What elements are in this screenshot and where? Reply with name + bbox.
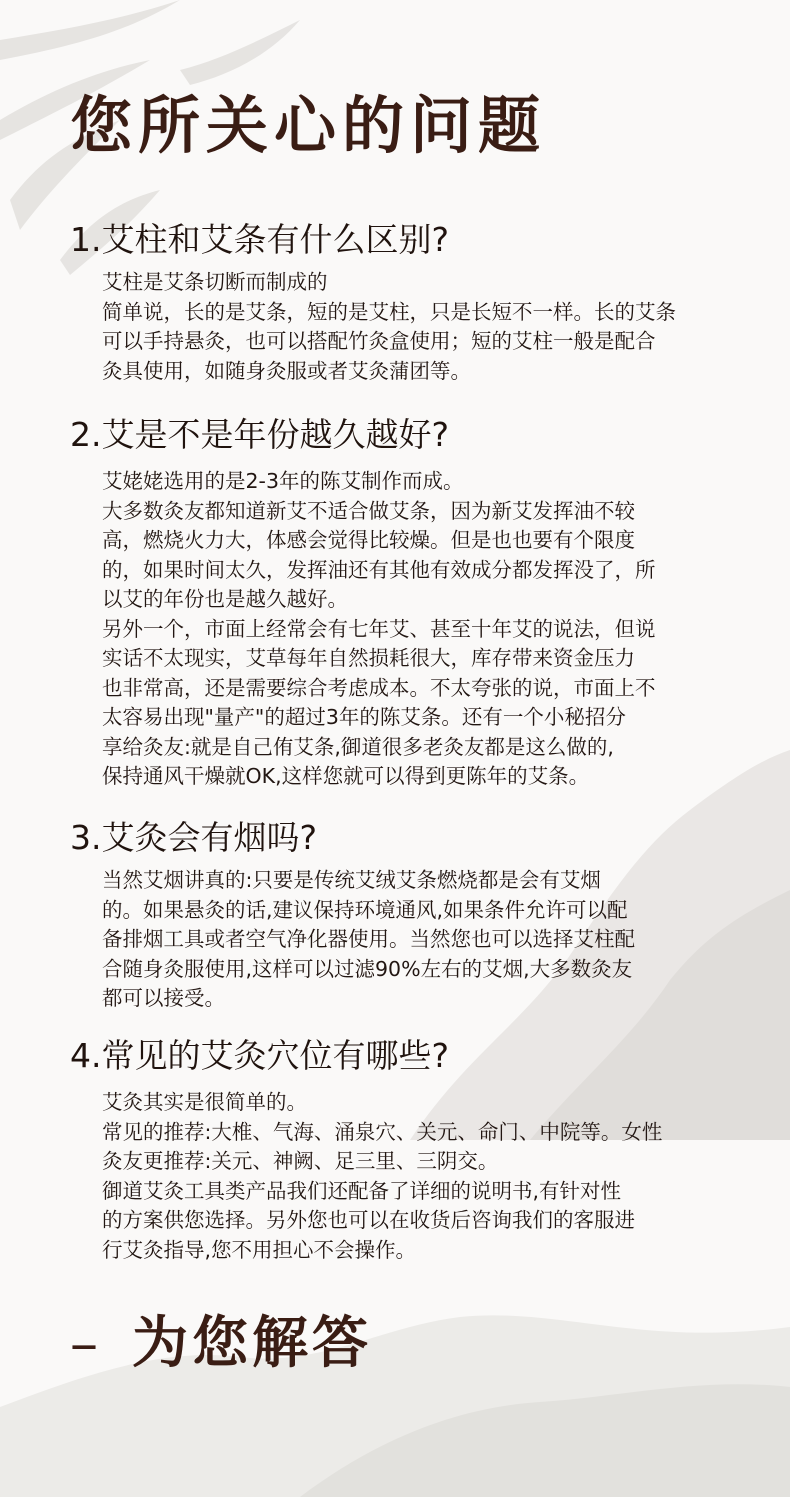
answer-line: 的方案供您选择。另外您也可以在收货后咨询我们的客服进 (102, 1208, 635, 1232)
answer-line: 以艾的年份也是越久越好。 (102, 587, 348, 611)
answer-line: 艾姥姥选用的是2-3年的陈艾制作而成。 (102, 469, 464, 493)
answer-line: 艾灸其实是很简单的。 (102, 1090, 307, 1114)
answer-line: 保持通风干燥就OK,这样您就可以得到更陈年的艾条。 (102, 764, 590, 788)
footer-text: 为您解答 (132, 1310, 372, 1376)
answer-line: 备排烟工具或者空气净化器使用。当然您也可以选择艾柱配 (102, 927, 635, 951)
answer-line: 实话不太现实，艾草每年自然损耗很大，库存带来资金压力 (102, 646, 635, 670)
qa-section-2 (70, 413, 730, 792)
footer-heading (70, 1305, 372, 1382)
answer-line: 也非常高，还是需要综合考虑成本。不太夸张的说，市面上不 (102, 675, 656, 700)
qa-section-3 (70, 816, 730, 1014)
answer-line: 御道艾灸工具类产品我们还配备了详细的说明书,有针对性 (102, 1178, 622, 1203)
answer-line: 当然艾烟讲真的:只要是传统艾绒艾条燃烧都是会有艾烟 (102, 868, 601, 892)
answer-line: 简单说，长的是艾条，短的是艾柱，只是长短不一样。长的艾条 (102, 299, 676, 324)
answer-line: 太容易出现"量产"的超过3年的陈艾条。还有一个小秘招分 (102, 705, 626, 729)
answer-line: 灸友更推荐:关元、神阙、足三里、三阴交。 (102, 1149, 499, 1173)
answer-3 (70, 866, 730, 1014)
answer-line: 的。如果悬灸的话,建议保持环境通风,如果条件允许可以配 (102, 897, 628, 922)
qa-section-4 (70, 1034, 730, 1265)
answer-2 (70, 467, 730, 792)
answer-1 (70, 268, 730, 386)
answer-line: 艾柱是艾条切断而制成的 (102, 270, 328, 294)
page-title: 您所关心的问题 (70, 89, 547, 162)
question-2: 2.艾是不是年份越久越好? (70, 415, 450, 454)
answer-4 (70, 1088, 730, 1265)
question-1: 1.艾柱和艾条有什么区别? (70, 220, 450, 259)
question-3: 3.艾灸会有烟吗? (70, 818, 318, 857)
answer-line: 另外一个，市面上经常会有七年艾、甚至十年艾的说法，但说 (102, 616, 656, 641)
answer-line: 都可以接受。 (102, 986, 225, 1010)
answer-line: 合随身灸服使用,这样可以过滤90%左右的艾烟,大多数灸友 (102, 956, 633, 981)
answer-line: 享给灸友:就是自己侑艾条,御道很多老灸友都是这么做的, (102, 734, 614, 759)
qa-section-1 (70, 218, 730, 386)
question-4: 4.常见的艾灸穴位有哪些? (70, 1036, 450, 1075)
answer-line: 高，燃烧火力大，体感会觉得比较燥。但是也也要有个限度 (102, 528, 635, 552)
answer-line: 可以手持悬灸，也可以搭配竹灸盒使用；短的艾柱一般是配合 (102, 329, 656, 353)
footer-dash: – (70, 1311, 98, 1376)
answer-line: 的，如果时间太久，发挥油还有其他有效成分都发挥没了，所 (102, 557, 656, 582)
answer-line: 行艾灸指导,您不用担心不会操作。 (102, 1237, 417, 1262)
answer-line: 常见的推荐:大椎、气海、涌泉穴、关元、命门、中院等。女性 (102, 1119, 663, 1144)
answer-line: 灸具使用，如随身灸服或者艾灸蒲团等。 (102, 358, 471, 383)
answer-line: 大多数灸友都知道新艾不适合做艾条，因为新艾发挥油不较 (102, 498, 635, 523)
